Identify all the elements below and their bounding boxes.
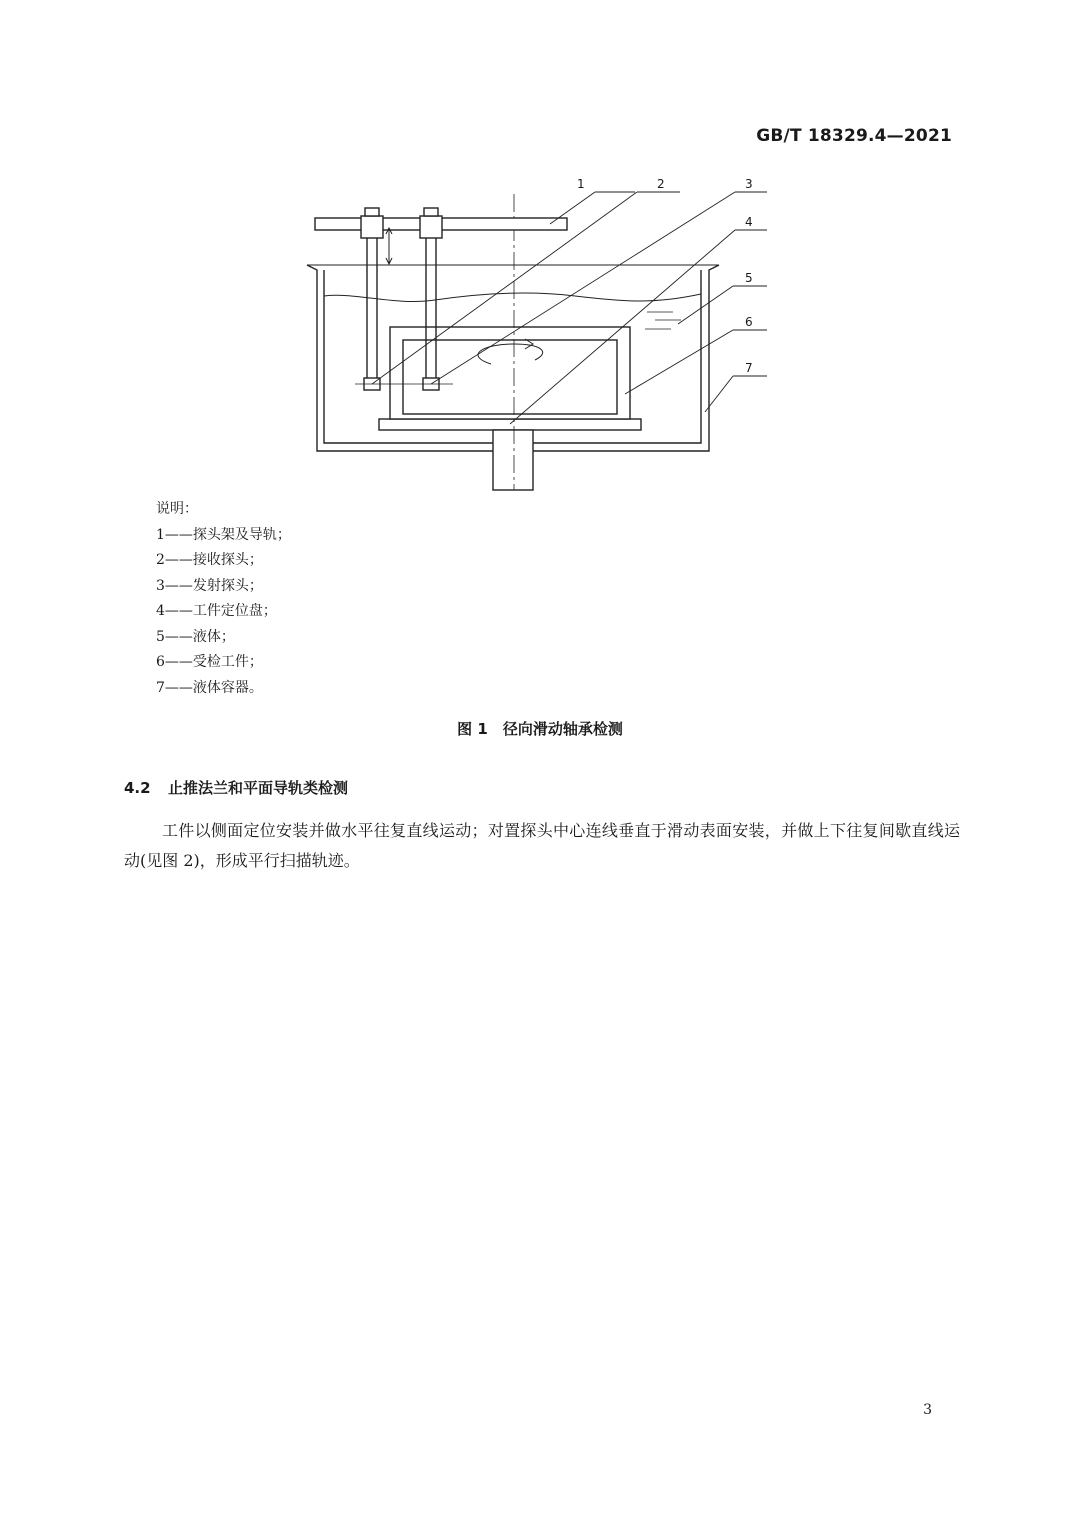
figure-caption: 图 1 径向滑动轴承检测: [457, 720, 623, 738]
body-paragraph: 工件以侧面定位安装并做水平往复直线运动；对置探头中心连线垂直于滑动表面安装，并做上下往复间歇直线运动(见图 2)，形成平行扫描轨迹。: [124, 821, 960, 870]
callout-3: 3: [745, 177, 753, 191]
callout-4: 4: [745, 215, 753, 229]
callout-7: 7: [745, 361, 753, 375]
legend-item: 2——接收探头；: [156, 552, 263, 568]
callout-1: 1: [577, 177, 585, 191]
figure-drawing: [295, 172, 785, 492]
drive-shaft: [493, 430, 533, 490]
legend-item: 3——发射探头；: [156, 577, 263, 594]
legend-title: 说明：: [156, 501, 198, 517]
callout-5: 5: [745, 271, 753, 285]
standard-number: GB/T 18329.4—2021: [756, 126, 952, 146]
legend-item: 5——液体；: [156, 628, 235, 645]
section-heading: [124, 777, 348, 798]
section-number: 4.2: [124, 779, 151, 797]
legend-item: 7——液体容器。: [156, 679, 263, 696]
positioning-plate: [379, 419, 641, 430]
callout-2: 2: [657, 177, 665, 191]
legend-item: 6——受检工件；: [156, 654, 263, 670]
section-title: 止推法兰和平面导轨类检测: [168, 779, 349, 797]
legend-item: 4——工件定位盘；: [156, 603, 277, 619]
callout-6: 6: [745, 315, 753, 329]
page-number: 3: [923, 1402, 932, 1418]
figure-radial-bearing-inspection: [295, 172, 785, 492]
figure-legend: [156, 497, 291, 701]
liquid-surface: [324, 293, 701, 301]
legend-item: 1——探头架及导轨；: [156, 526, 291, 543]
